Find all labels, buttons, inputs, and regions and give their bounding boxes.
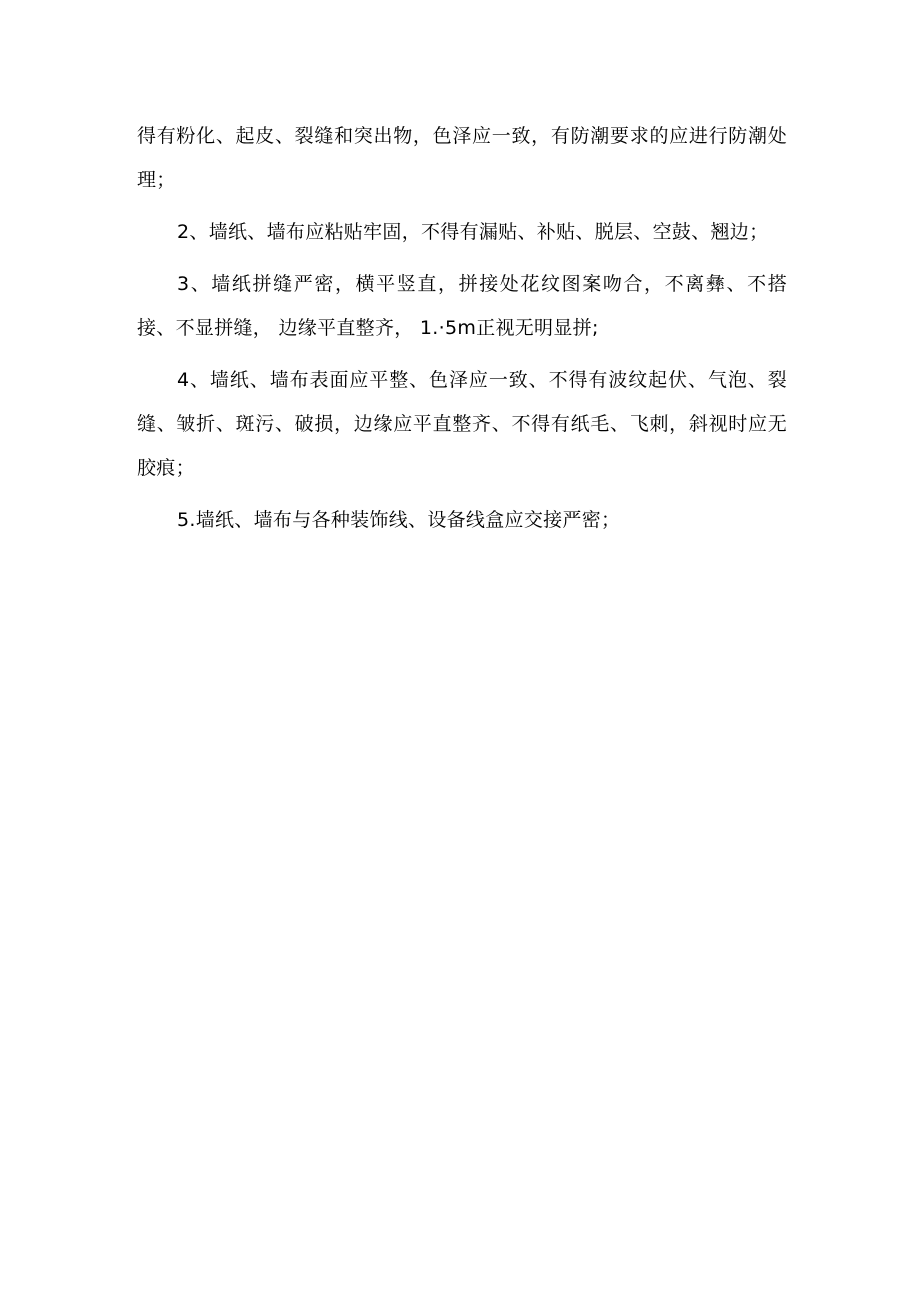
paragraph-item-2: 2、墙纸、墙布应粘贴牢固，不得有漏贴、补贴、脱层、空鼓、翘边； <box>177 221 769 243</box>
paragraph-item-3: 3、墙纸拼缝严密，横平竖直，拼接处花纹图案吻合，不离彝、不搭接、不显拼缝， 边缘平直整齐， 1.·5m正视无明显拼; <box>137 273 787 339</box>
paragraph-continuation: 得有粉化、起皮、裂缝和突出物，色泽应一致，有防潮要求的应进行防潮处理； <box>137 125 787 191</box>
document-body <box>137 114 787 550</box>
paragraph-item-5: 5.墙纸、墙布与各种装饰线、设备线盒应交接严密； <box>177 509 621 531</box>
paragraph-item-4: 4、墙纸、墙布表面应平整、色泽应一致、不得有波纹起伏、气泡、裂缝、皱折、斑污、破损，边缘应平直整齐、不得有纸毛、飞刺，斜视时应无胶痕； <box>137 369 787 479</box>
